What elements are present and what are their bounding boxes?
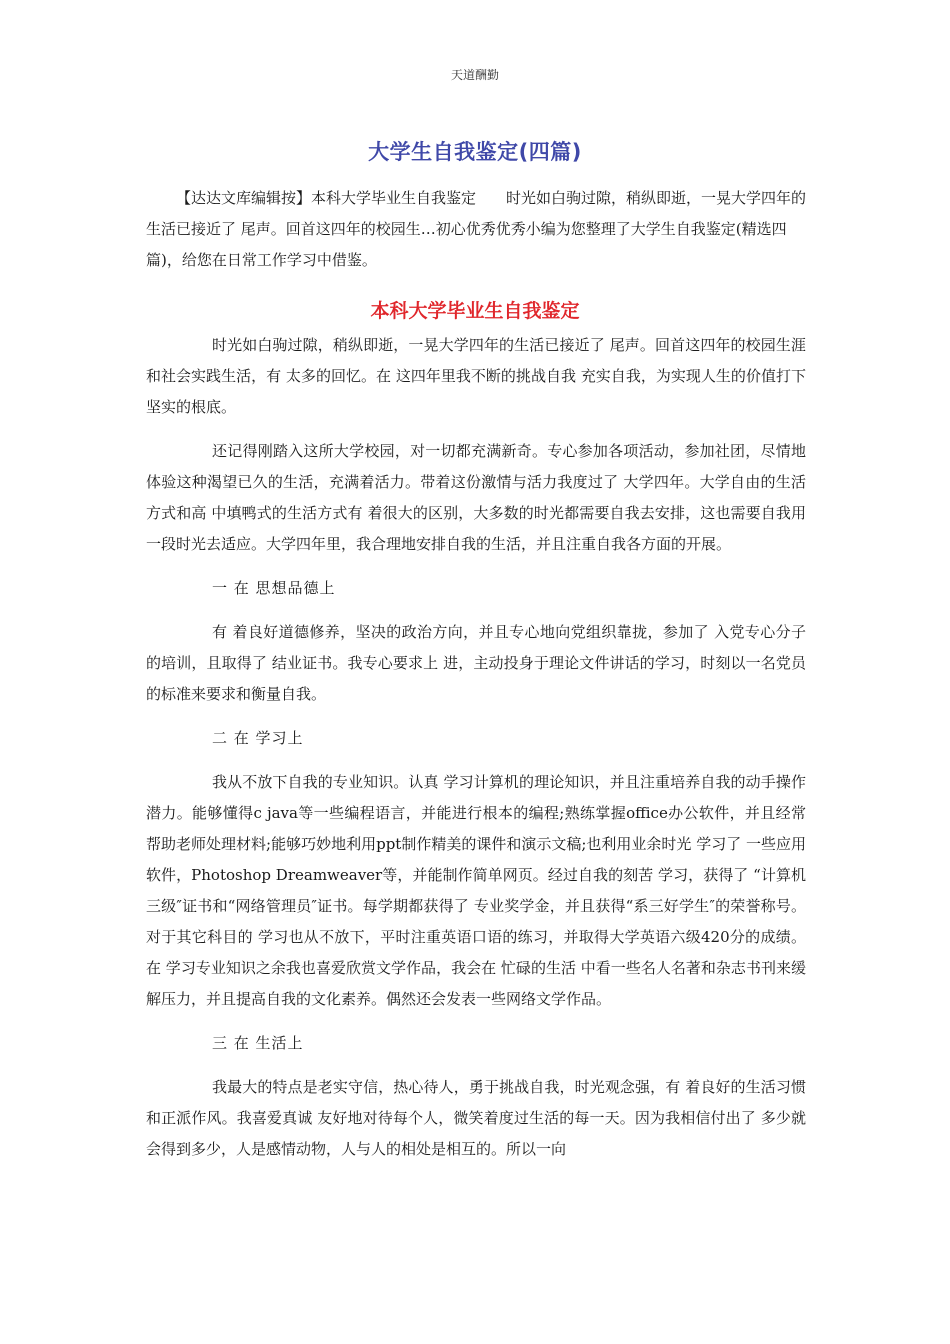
heading-study: 二 在 学习上 xyxy=(212,729,304,747)
intro-paragraph: 【达达文库编辑按】本科大学毕业生自我鉴定 时光如白驹过隙，稍纵即逝，一晃大学四年的生活已接近了 尾声。回首这四年的校园生…初心优秀优秀小编为您整理了大学生自我鉴定(精选四篇)，给您在日常工作学习中借鉴。 xyxy=(146,189,807,269)
body-paragraph-5: 我最大的特点是老实守信，热心待人，勇于挑战自我，时光观念强，有 着良好的生活习惯和正派作风。我喜爱真诚 友好地对待每个人，微笑着度过生活的每一天。因为我相信付出了 多少就会得到多少，人是感情动物，人与人的相处是相互的。所以一向 xyxy=(146,1078,806,1158)
body-paragraph-3: 有 着良好道德修养，坚决的政治方向，并且专心地向党组织靠拢，参加了 入党专心分子的培训，且取得了 结业证书。我专心要求上 进，主动投身于理论文件讲话的学习，时刻以一名党员的标准来要求和衡量自我。 xyxy=(146,623,806,703)
page-header: 天道酬勤 xyxy=(450,68,499,82)
body-paragraph-4: 我从不放下自我的专业知识。认真 学习计算机的理论知识，并且注重培养自我的动手操作潜力。能够懂得c java等一些编程语言，并能进行根本的编程;熟练掌握office办公软件，并且经常帮助老师处理材料;能够巧妙地利用ppt制作精美的课件和演示文稿;也利用业余时光 学习了 一些应用软件，Photoshop Dreamweaver等，并能制作简单网页。经过自我的刻苦 学习，获得了 “计算机三级″证书和“网络管理员″证书。每学期都获得了 专业奖学金，并且获得“系三好学生″的荣誉称号。对于其它科目的 学习也从不放下，平时注重英语口语的练习，并取得大学英语六级420分的成绩。在 学习专业知识之余我也喜爱欣赏文学作品，我会在 忙碌的生活 中看一些名人名著和杂志书刊来缓解压力，并且提高自我的文化素养。偶然还会发表一些网络文学作品。 xyxy=(146,773,806,1008)
document-title: 大学生自我鉴定(四篇) xyxy=(368,140,582,164)
body-paragraph-1: 时光如白驹过隙，稍纵即逝，一晃大学四年的生活已接近了 尾声。回首这四年的校园生涯和社会实践生活，有 太多的回忆。在 这四年里我不断的挑战自我 充实自我，为实现人生的价值打下坚实的根底。 xyxy=(146,336,806,416)
document-body xyxy=(146,330,806,1165)
body-paragraph-2: 还记得刚踏入这所大学校园，对一切都充满新奇。专心参加各项活动，参加社团，尽情地体验这种渴望已久的生活，充满着活力。带着这份激情与活力我度过了 大学四年。大学自由的生活方式和高 中填鸭式的生活方式有 着很大的区别，大多数的时光都需要自我去安排，这也需要自我用一段时光去适应。大学四年里，我合理地安排自我的生活，并且注重自我各方面的开展。 xyxy=(146,442,806,553)
heading-life: 三 在 生活上 xyxy=(212,1034,304,1052)
section-title: 本科大学毕业生自我鉴定 xyxy=(370,300,580,322)
heading-moral: 一 在 思想品德上 xyxy=(212,579,336,597)
